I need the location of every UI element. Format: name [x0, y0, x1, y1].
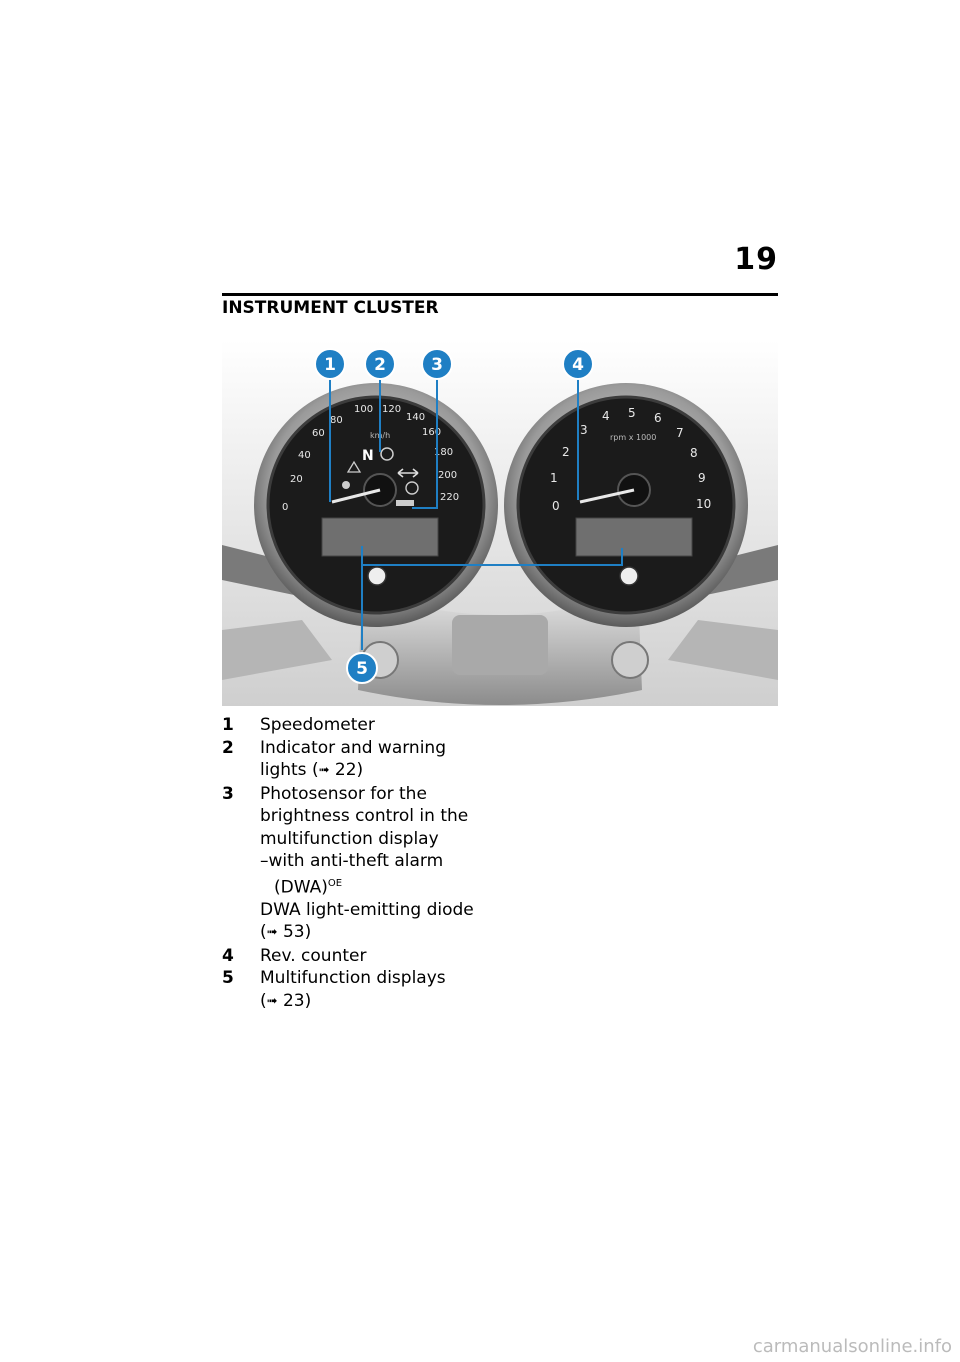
svg-text:40: 40	[298, 450, 311, 461]
svg-text:140: 140	[406, 412, 426, 423]
svg-text:80: 80	[330, 415, 343, 426]
svg-text:3: 3	[580, 423, 588, 437]
oe-marker: OE	[327, 877, 343, 889]
svg-text:1: 1	[324, 355, 336, 375]
legend-number: 3	[222, 783, 234, 804]
svg-text:1: 1	[550, 471, 558, 485]
svg-text:9: 9	[698, 471, 706, 485]
legend-text: Multifunction displays	[260, 968, 446, 989]
svg-text:180: 180	[434, 447, 454, 458]
instrument-cluster-figure	[222, 340, 778, 706]
svg-text:100: 100	[354, 404, 374, 415]
legend-list	[222, 714, 522, 1013]
section-title: INSTRUMENT CLUSTER	[222, 298, 439, 318]
page-ref[interactable]: 22)	[334, 760, 364, 780]
legend-option-cont: (DWA)$^{OE}$	[274, 877, 343, 898]
svg-text:10: 10	[696, 497, 712, 511]
legend-number: 1	[222, 715, 234, 735]
rpm-unit: rpm x 1000	[610, 433, 657, 442]
legend-option: –with anti-theft alarm	[260, 851, 444, 871]
headlight-icon	[342, 481, 350, 489]
svg-text:160: 160	[422, 427, 442, 438]
legend-item-4	[222, 945, 522, 968]
legend-text: Speedometer	[260, 715, 375, 735]
page-ref-arrow-icon: ➟	[266, 993, 278, 1009]
page-ref[interactable]: 23)	[282, 990, 312, 1011]
bmw-logo-icon	[620, 567, 638, 585]
legend-text: DWA light-emitting diode	[260, 899, 474, 920]
legend-text: multifunction display	[260, 828, 439, 849]
legend-number: 5	[222, 968, 234, 989]
legend-ref-line: (➟ 23)	[260, 990, 312, 1011]
page-ref-arrow-icon: ➟	[266, 925, 278, 941]
legend-item-3	[222, 783, 522, 806]
photosensor	[396, 500, 414, 506]
bmw-logo-icon	[368, 567, 386, 585]
page-number: 19	[734, 242, 778, 277]
legend-text: Photosensor for the	[260, 783, 427, 804]
legend-item-1	[222, 714, 522, 737]
legend-ref-line: (➟ 53)	[260, 922, 312, 943]
legend-item-2-cont: lights (➟ 22)	[260, 760, 364, 780]
svg-text:200: 200	[438, 470, 458, 481]
svg-text:6: 6	[654, 411, 662, 425]
svg-text:4: 4	[572, 355, 584, 375]
svg-text:3: 3	[431, 355, 443, 375]
legend-item-2	[222, 737, 522, 760]
legend-number: 2	[222, 737, 234, 758]
legend-number: 4	[222, 945, 234, 966]
legend-text: brightness control in the	[260, 806, 469, 826]
speed-unit: km/h	[370, 431, 391, 440]
cluster-illustration	[222, 340, 778, 706]
multifunction-display-left	[322, 518, 438, 556]
svg-text:120: 120	[382, 404, 402, 415]
svg-text:8: 8	[690, 446, 698, 460]
svg-text:60: 60	[312, 428, 325, 439]
legend-item-5	[222, 967, 522, 990]
gear-indicator: N	[362, 448, 374, 464]
svg-text:0: 0	[552, 499, 560, 513]
svg-text:2: 2	[374, 355, 386, 375]
header-rule	[222, 293, 778, 296]
svg-text:2: 2	[562, 445, 570, 459]
page-ref-arrow-icon: ➟	[318, 763, 330, 778]
svg-text:220: 220	[440, 492, 460, 503]
legend-text: Indicator and warning	[260, 737, 446, 758]
legend-text: Rev. counter	[260, 945, 367, 966]
svg-text:20: 20	[290, 474, 303, 485]
svg-text:4: 4	[602, 409, 610, 423]
svg-text:0: 0	[282, 502, 289, 513]
svg-text:7: 7	[676, 426, 684, 440]
svg-text:5: 5	[356, 659, 368, 679]
multifunction-display-right	[576, 518, 692, 556]
page-ref[interactable]: 53)	[282, 922, 312, 943]
svg-text:5: 5	[628, 406, 636, 420]
watermark: carmanualsonline.info	[752, 1336, 952, 1357]
